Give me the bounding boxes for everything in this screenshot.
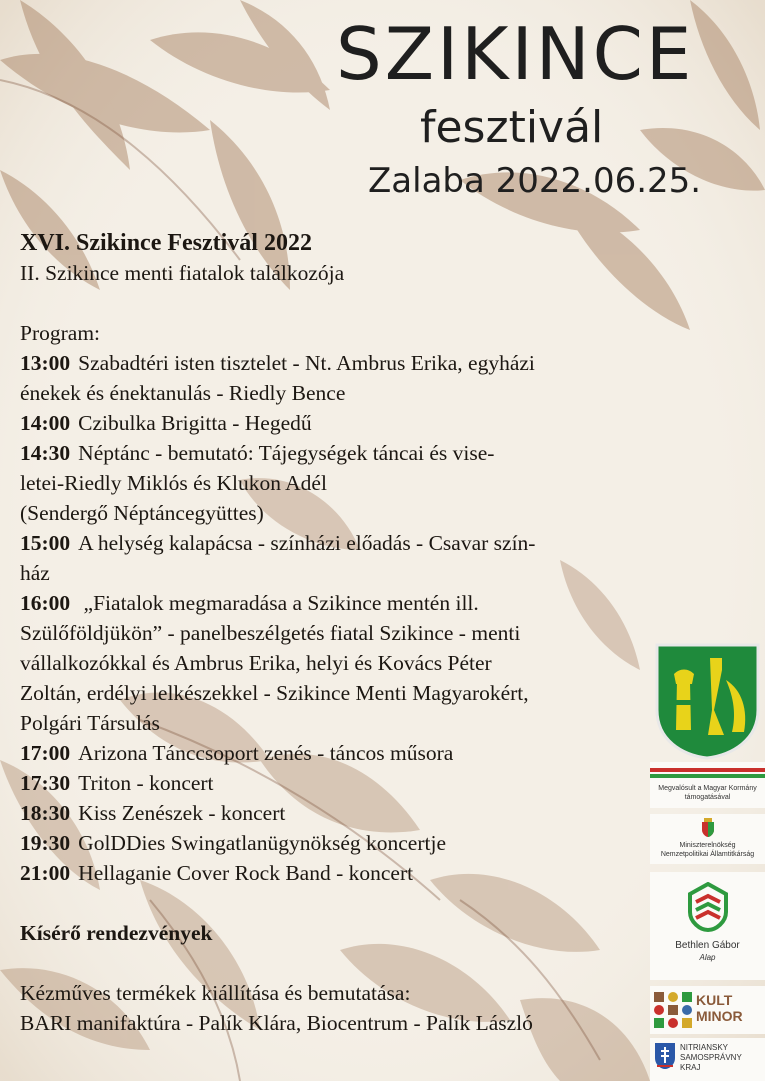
festival-subtitle: II. Szikince menti fiatalok találkozója (20, 261, 345, 285)
program-item-line (20, 618, 650, 648)
program-description: A helység kalapácsa - színházi előadás - Csavar szín- (78, 531, 536, 555)
program-time: 18:30 (20, 801, 71, 825)
program-description: Néptánc - bemutató: Tájegységek táncai és vise- (78, 441, 495, 465)
program-time: 14:00 (20, 411, 71, 435)
program-description: Triton - koncert (78, 771, 214, 795)
kult-minor-pattern-icon (654, 992, 692, 1028)
program-description: énekek és énektanulás - Riedly Bence (20, 381, 346, 405)
ministry-text: Nemzetpolitikai Államtitkárság (660, 851, 755, 858)
nitra-text: SAMOSPRÁVNY (680, 1053, 742, 1062)
program-item-first-line (20, 438, 650, 468)
gov-support-logo (650, 762, 765, 808)
nitra-region-logo (650, 1038, 765, 1081)
program-item (20, 828, 650, 858)
program-description: Szabadtéri isten tisztelet - Nt. Ambrus Erika, egyházi (78, 351, 535, 375)
program-item-first-line (20, 738, 650, 768)
zalaba-coat-of-arms (652, 640, 763, 760)
program-time: 17:30 (20, 771, 71, 795)
program-description: Hellaganie Cover Rock Band - koncert (78, 861, 414, 885)
program-description: (Sendergő Néptáncegyüttes) (20, 501, 264, 525)
program-time: 21:00 (20, 861, 71, 885)
program-time: 17:00 (20, 741, 71, 765)
program-list (20, 348, 650, 888)
program-item-line (20, 378, 650, 408)
program-item-first-line (20, 348, 650, 378)
program-item (20, 528, 650, 588)
program-item (20, 348, 650, 408)
program-item (20, 588, 650, 738)
program-description: GolDDies Swingatlanügynökség koncertje (78, 831, 446, 855)
festival-logo-subtitle: fesztivál (420, 102, 604, 153)
gov-support-text: Megvalósult a Magyar Kormány (658, 785, 757, 792)
program-item-first-line (20, 408, 650, 438)
program-description: letei-Riedly Miklós és Klukon Adél (20, 471, 327, 495)
ministry-logo (650, 814, 765, 864)
program-item-line (20, 708, 650, 738)
nitra-text: NITRIANSKY (680, 1043, 729, 1052)
program-item-first-line (20, 768, 650, 798)
poster-content (20, 228, 650, 1038)
kult-minor-text: KULT (696, 992, 733, 1008)
program-item-line (20, 558, 650, 588)
kult-minor-text: MINOR (696, 1008, 743, 1024)
program-item-first-line (20, 588, 650, 618)
bethlen-gabor-text: Bethlen Gábor (675, 940, 740, 951)
sponsor-logos (650, 640, 765, 1081)
program-time: 13:00 (20, 351, 71, 375)
place-and-date: Zalaba 2022.06.25. (368, 161, 702, 201)
poster-header (0, 0, 765, 215)
program-time: 19:30 (20, 831, 71, 855)
program-item-first-line (20, 798, 650, 828)
hungarian-coat-of-arms-icon (700, 818, 716, 838)
bethlen-gabor-text: Alap (699, 953, 716, 962)
program-description: Kiss Zenészek - koncert (78, 801, 286, 825)
bethlen-gabor-emblem-icon (688, 882, 728, 932)
program-time: 15:00 (20, 531, 71, 555)
program-time: 16:00 (20, 591, 71, 615)
gov-support-text: támogatásával (684, 794, 731, 801)
program-item (20, 438, 650, 528)
side-events-line: BARI manifaktúra - Palík Klára, Biocentrum - Palík László (20, 1011, 533, 1035)
program-time: 14:30 (20, 441, 71, 465)
nitra-coat-of-arms-icon (654, 1042, 676, 1070)
program-item (20, 408, 650, 438)
side-events-heading: Kísérő rendezvények (20, 921, 213, 945)
festival-title: XVI. Szikince Fesztivál 2022 (20, 230, 312, 256)
program-item-first-line (20, 858, 650, 888)
bethlen-gabor-alap-logo (650, 872, 765, 980)
program-description: ház (20, 561, 50, 585)
program-description: Arizona Tánccsoport zenés - táncos műsora (78, 741, 454, 765)
program-label: Program: (20, 321, 101, 345)
program-description: Czibulka Brigitta - Hegedű (78, 411, 312, 435)
program-description: Polgári Társulás (20, 711, 160, 735)
side-events-line: Kézműves termékek kiállítása és bemutatása: (20, 981, 411, 1005)
program-description: „Fiatalok megmaradása a Szikince mentén ill. (78, 591, 479, 615)
program-item-line (20, 648, 650, 678)
kult-minor-logo (650, 986, 765, 1034)
program-description: vállalkozókkal és Ambrus Erika, helyi és Kovács Péter (20, 651, 492, 675)
nitra-text: KRAJ (680, 1063, 701, 1072)
program-item-line (20, 468, 650, 498)
program-item (20, 768, 650, 798)
program-description: Zoltán, erdélyi lelkészekkel - Szikince Menti Magyarokért, (20, 681, 529, 705)
program-description: Szülőföldjükön” - panelbeszélgetés fiatal Szikince - menti (20, 621, 521, 645)
program-item-first-line (20, 528, 650, 558)
program-item (20, 798, 650, 828)
festival-logo-title: SZIKINCE (336, 12, 695, 96)
program-item-line (20, 498, 650, 528)
program-item-line (20, 678, 650, 708)
ministry-text: Miniszterelnökség (679, 842, 736, 849)
program-item (20, 738, 650, 768)
program-item (20, 858, 650, 888)
program-item-first-line (20, 828, 650, 858)
